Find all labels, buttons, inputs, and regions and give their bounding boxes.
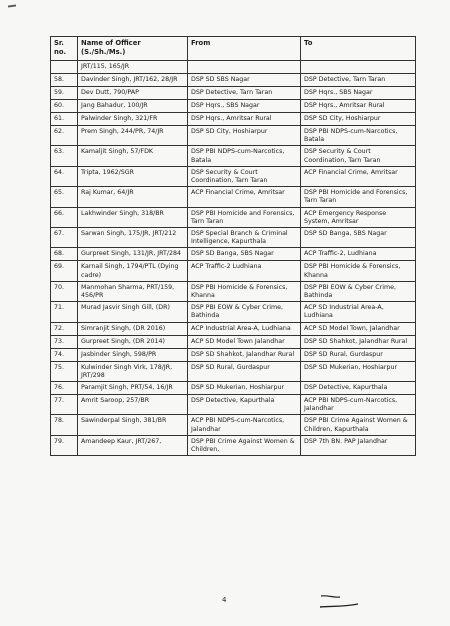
cell-to: DSP SD City, Hoshiarpur <box>301 113 416 126</box>
cell-to: DSP Detective, Kapurthala <box>301 382 416 395</box>
cell-officer: Sawinderpal Singh, 381/BR <box>78 415 188 435</box>
cell-no: 67. <box>51 228 78 248</box>
cell-officer: Amrit Saroop, 257/BR <box>78 395 188 415</box>
continuation-no <box>51 61 78 74</box>
cell-officer: Jang Bahadur, 100/JR <box>78 100 188 113</box>
table-row <box>51 415 416 435</box>
cell-no: 75. <box>51 361 78 381</box>
table-row <box>51 302 416 322</box>
cell-from: DSP SD Banga, SBS Nagar <box>188 248 301 261</box>
cell-officer: Sarwan Singh, 175/JR, JRT/212 <box>78 228 188 248</box>
cell-from: DSP SD City, Hoshiarpur <box>188 126 301 146</box>
cell-officer: Paramjit Singh, PRT/54, 16/JR <box>78 382 188 395</box>
continuation-officer: JRT/115, 165/JR <box>78 61 188 74</box>
cell-from: DSP Hqrs., Amritsar Rural <box>188 113 301 126</box>
cell-officer: Raj Kumar, 64/JR <box>78 187 188 207</box>
cell-no: 74. <box>51 348 78 361</box>
table-row <box>51 395 416 415</box>
cell-to: DSP Hqrs., Amritsar Rural <box>301 100 416 113</box>
cell-from: DSP SD Rural, Gurdaspur <box>188 361 301 381</box>
table-row <box>51 281 416 301</box>
signature-mark <box>318 590 360 612</box>
cell-from: DSP PBI NDPS-cum-Narcotics, Batala <box>188 146 301 166</box>
cell-officer: Simranjit Singh, (DR 2016) <box>78 322 188 335</box>
cell-no: 60. <box>51 100 78 113</box>
cell-to: DSP SD Mukerian, Hoshiarpur <box>301 361 416 381</box>
table-row <box>51 228 416 248</box>
cell-no: 63. <box>51 146 78 166</box>
cell-no: 64. <box>51 166 78 186</box>
continuation-row <box>51 61 416 74</box>
table-row <box>51 435 416 455</box>
table-row <box>51 166 416 186</box>
cell-officer: Amandeep Kaur, JRT/267, <box>78 435 188 455</box>
cell-no: 58. <box>51 74 78 87</box>
cell-officer: Prem Singh, 244/PR, 74/JR <box>78 126 188 146</box>
cell-officer: Gurpreet Singh, (DR 2014) <box>78 335 188 348</box>
cell-no: 76. <box>51 382 78 395</box>
table-row <box>51 74 416 87</box>
cell-from: DSP Detective, Tarn Taran <box>188 87 301 100</box>
cell-no: 77. <box>51 395 78 415</box>
cell-no: 73. <box>51 335 78 348</box>
cell-no: 71. <box>51 302 78 322</box>
cell-from: ACP Industrial Area-A, Ludhiana <box>188 322 301 335</box>
header-to: To <box>301 37 416 61</box>
cell-from: DSP SD Shahkot, Jalandhar Rural <box>188 348 301 361</box>
cell-officer: Murad Jasvir Singh Gill, (DR) <box>78 302 188 322</box>
cell-to: ACP PBI NDPS-cum-Narcotics, Jalandhar <box>301 395 416 415</box>
cell-to: DSP SD Shahkot, Jalandhar Rural <box>301 335 416 348</box>
continuation-to <box>301 61 416 74</box>
table-row <box>51 187 416 207</box>
table-row <box>51 113 416 126</box>
table-row <box>51 348 416 361</box>
table-row <box>51 207 416 227</box>
cell-from: DSP PBI EOW & Cyber Crime, Bathinda <box>188 302 301 322</box>
cell-from: DSP Detective, Kapurthala <box>188 395 301 415</box>
cell-officer: Jasbinder Singh, 598/PR <box>78 348 188 361</box>
cell-officer: Tripta, 1962/SGR <box>78 166 188 186</box>
cell-officer: Gurpreet Singh, 131/JR, JRT/284 <box>78 248 188 261</box>
cell-to: ACP Emergency Response System, Amritsar <box>301 207 416 227</box>
cell-no: 68. <box>51 248 78 261</box>
cell-officer: Lakhwinder Singh, 318/BR <box>78 207 188 227</box>
continuation-from <box>188 61 301 74</box>
table-row <box>51 382 416 395</box>
cell-to: DSP Detective, Tarn Taran <box>301 74 416 87</box>
table-row <box>51 146 416 166</box>
cell-officer: Kamaljit Singh, 57/FDK <box>78 146 188 166</box>
cell-no: 61. <box>51 113 78 126</box>
cell-to: DSP PBI Crime Against Women & Children, Kapurthala <box>301 415 416 435</box>
table-row <box>51 335 416 348</box>
cell-from: DSP Security & Court Coordination, Tarn Taran <box>188 166 301 186</box>
cell-officer: Palwinder Singh, 321/FR <box>78 113 188 126</box>
cell-no: 69. <box>51 261 78 281</box>
cell-to: DSP PBI EOW & Cyber Crime, Bathinda <box>301 281 416 301</box>
cell-to: DSP SD Banga, SBS Nagar <box>301 228 416 248</box>
cell-to: DSP Hqrs., SBS Nagar <box>301 87 416 100</box>
cell-officer: Davinder Singh, JRT/162, 28/JR <box>78 74 188 87</box>
cell-no: 66. <box>51 207 78 227</box>
cell-no: 62. <box>51 126 78 146</box>
cell-no: 65. <box>51 187 78 207</box>
cell-to: ACP Traffic-2, Ludhiana <box>301 248 416 261</box>
corner-mark <box>8 4 16 7</box>
cell-from: DSP Hqrs., SBS Nagar <box>188 100 301 113</box>
cell-from: ACP Financial Crime, Amritsar <box>188 187 301 207</box>
cell-to: ACP SD Industrial Area-A, Ludhiana <box>301 302 416 322</box>
table-row <box>51 361 416 381</box>
table-row <box>51 261 416 281</box>
cell-from: DSP SD Mukerian, Hoshiarpur <box>188 382 301 395</box>
cell-from: ACP PBI NDPS-cum-Narcotics, Jalandhar <box>188 415 301 435</box>
cell-from: DSP PBI Homicide & Forensics, Khanna <box>188 281 301 301</box>
table-row <box>51 322 416 335</box>
cell-officer: Karnail Singh, 1794/PTL (Dying cadre) <box>78 261 188 281</box>
cell-from: DSP SD SBS Nagar <box>188 74 301 87</box>
cell-no: 70. <box>51 281 78 301</box>
cell-from: DSP PBI Homicide and Forensics, Tarn Taran <box>188 207 301 227</box>
cell-to: DSP PBI Homicide & Forensics, Khanna <box>301 261 416 281</box>
table-row <box>51 87 416 100</box>
cell-no: 78. <box>51 415 78 435</box>
cell-to: ACP Financial Crime, Amritsar <box>301 166 416 186</box>
header-sr-no: Sr. no. <box>51 37 78 61</box>
cell-to: DSP PBI NDPS-cum-Narcotics, Batala <box>301 126 416 146</box>
page-number: 4 <box>222 596 227 604</box>
cell-no: 72. <box>51 322 78 335</box>
cell-to: DSP PBI Homicide and Forensics, Tarn Taran <box>301 187 416 207</box>
cell-to: DSP Security & Court Coordination, Tarn Taran <box>301 146 416 166</box>
table-row <box>51 126 416 146</box>
cell-from: ACP SD Model Town Jalandhar <box>188 335 301 348</box>
table-row <box>51 248 416 261</box>
cell-to: DSP 7th BN. PAP Jalandhar <box>301 435 416 455</box>
table-row <box>51 100 416 113</box>
header-officer: Name of Officer (S./Sh./Ms.) <box>78 37 188 61</box>
cell-no: 59. <box>51 87 78 100</box>
table-header-row <box>51 37 416 61</box>
cell-no: 79. <box>51 435 78 455</box>
cell-officer: Manmohan Sharma, PRT/159, 456/PR <box>78 281 188 301</box>
cell-officer: Dev Dutt, 790/PAP <box>78 87 188 100</box>
transfer-table <box>50 36 416 456</box>
cell-from: DSP PBI Crime Against Women & Children, <box>188 435 301 455</box>
cell-officer: Kulwinder Singh Virk, 178/JR, JRT/298 <box>78 361 188 381</box>
cell-from: ACP Traffic-2 Ludhiana <box>188 261 301 281</box>
cell-to: DSP SD Rural, Gurdaspur <box>301 348 416 361</box>
cell-to: ACP SD Model Town, Jalandhar <box>301 322 416 335</box>
header-from: From <box>188 37 301 61</box>
cell-from: DSP Special Branch & Criminal Intelligence, Kapurthala <box>188 228 301 248</box>
